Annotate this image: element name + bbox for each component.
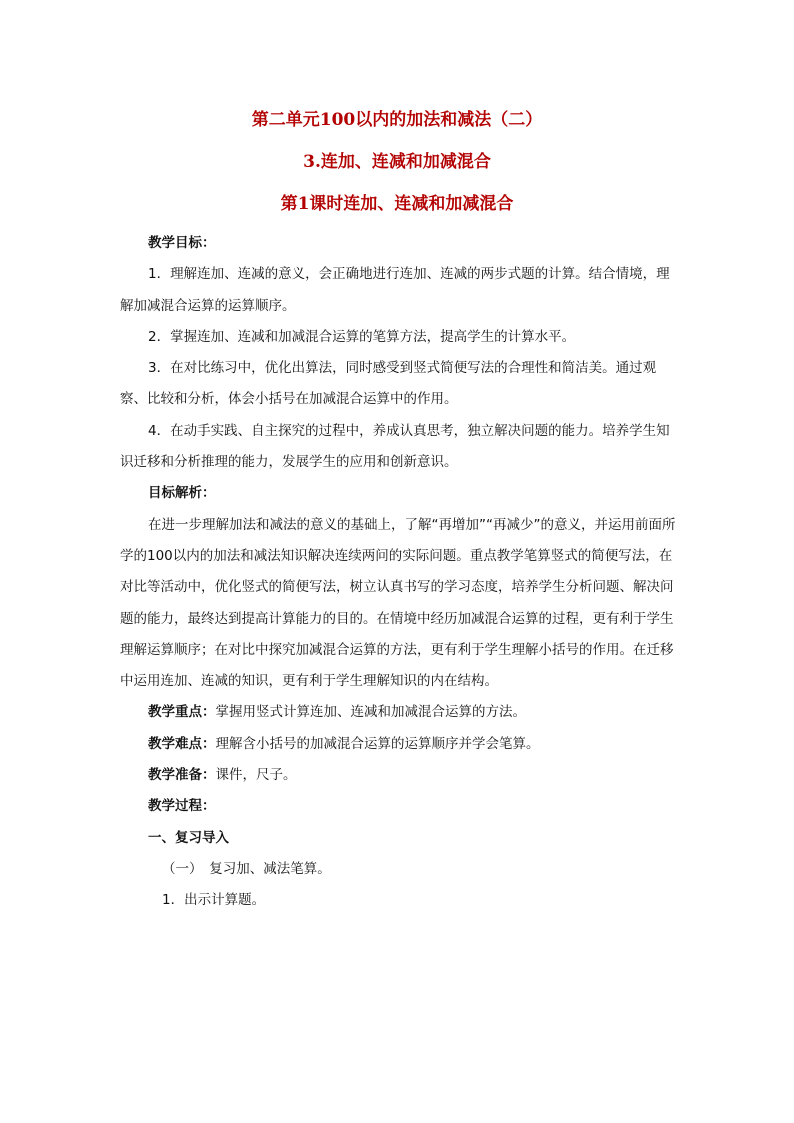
process-item-1: 1．出示计算题。 — [162, 892, 266, 909]
objective-item: 4．在动手实践、自主探究的过程中，养成认真思考，独立解决问题的能力。培养学生知识迁移和分析推理的能力，发展学生的应用和创新意识。 — [120, 422, 670, 471]
key-point-label: 教学重点： — [148, 704, 216, 721]
lesson-title: 第1课时连加、连减和加减混合 — [280, 194, 514, 214]
process-subsection-1: （一） 复习加、减法笔算。 — [162, 860, 331, 877]
preparation-label: 教学准备： — [148, 767, 216, 784]
unit-title: 第二单元100以内的加法和减法（二） — [251, 110, 543, 130]
process-section-1: 一、复习导入 — [148, 829, 229, 846]
difficulty — [120, 729, 676, 760]
key-point-text: 掌握用竖式计算连加、连减和加减混合运算的方法。 — [215, 704, 526, 721]
difficulty-text: 理解含小括号的加减混合运算的运算顺序并学会笔算。 — [215, 735, 540, 752]
analysis-text: 在进一步理解加法和减法的意义的基础上，了解“再增加”“再减少”的意义，并运用前面所学的100以内的加法和减法知识解决连续两问的实际问题。重点教学笔算竖式的简便写法，在对比等活动中，优化竖式的简便写法，树立认真书写的学习态度，培养学生分析问题、解决问题的能力，最终达到提高计算能力的目的。在情境中经历加减混合运算的过程，更有利于学生理解运算顺序；在对比中探究加减混合运算的方法，更有利于学生理解小括号的作用。在迁移中运用连加、连减的知识，更有利于学生理解知识的内在结构。 — [120, 516, 676, 690]
objectives-heading: 教学目标： — [148, 235, 216, 251]
preparation-text: 课件，尺子。 — [215, 767, 297, 784]
objective-item: 2．掌握连加、连减和加减混合运算的笔算方法，提高学生的计算水平。 — [148, 328, 576, 345]
objective-item: 1．理解连加、连减的意义，会正确地进行连加、连减的两步式题的计算。结合情境，理解加减混合运算的运算顺序。 — [120, 266, 670, 314]
objective-item: 3．在对比练习中，优化出算法，同时感受到竖式简便写法的合理性和简洁美。通过观察、比较和分析，体会小括号在加减混合运算中的作用。 — [120, 360, 657, 408]
preparation — [120, 760, 676, 791]
key-point — [120, 697, 676, 728]
document-body — [120, 228, 676, 917]
process-heading: 教学过程： — [148, 798, 216, 815]
analysis-heading: 目标解析： — [148, 485, 216, 502]
difficulty-label: 教学难点： — [148, 735, 216, 752]
section-title: 3.连加、连减和加减混合 — [303, 152, 491, 172]
